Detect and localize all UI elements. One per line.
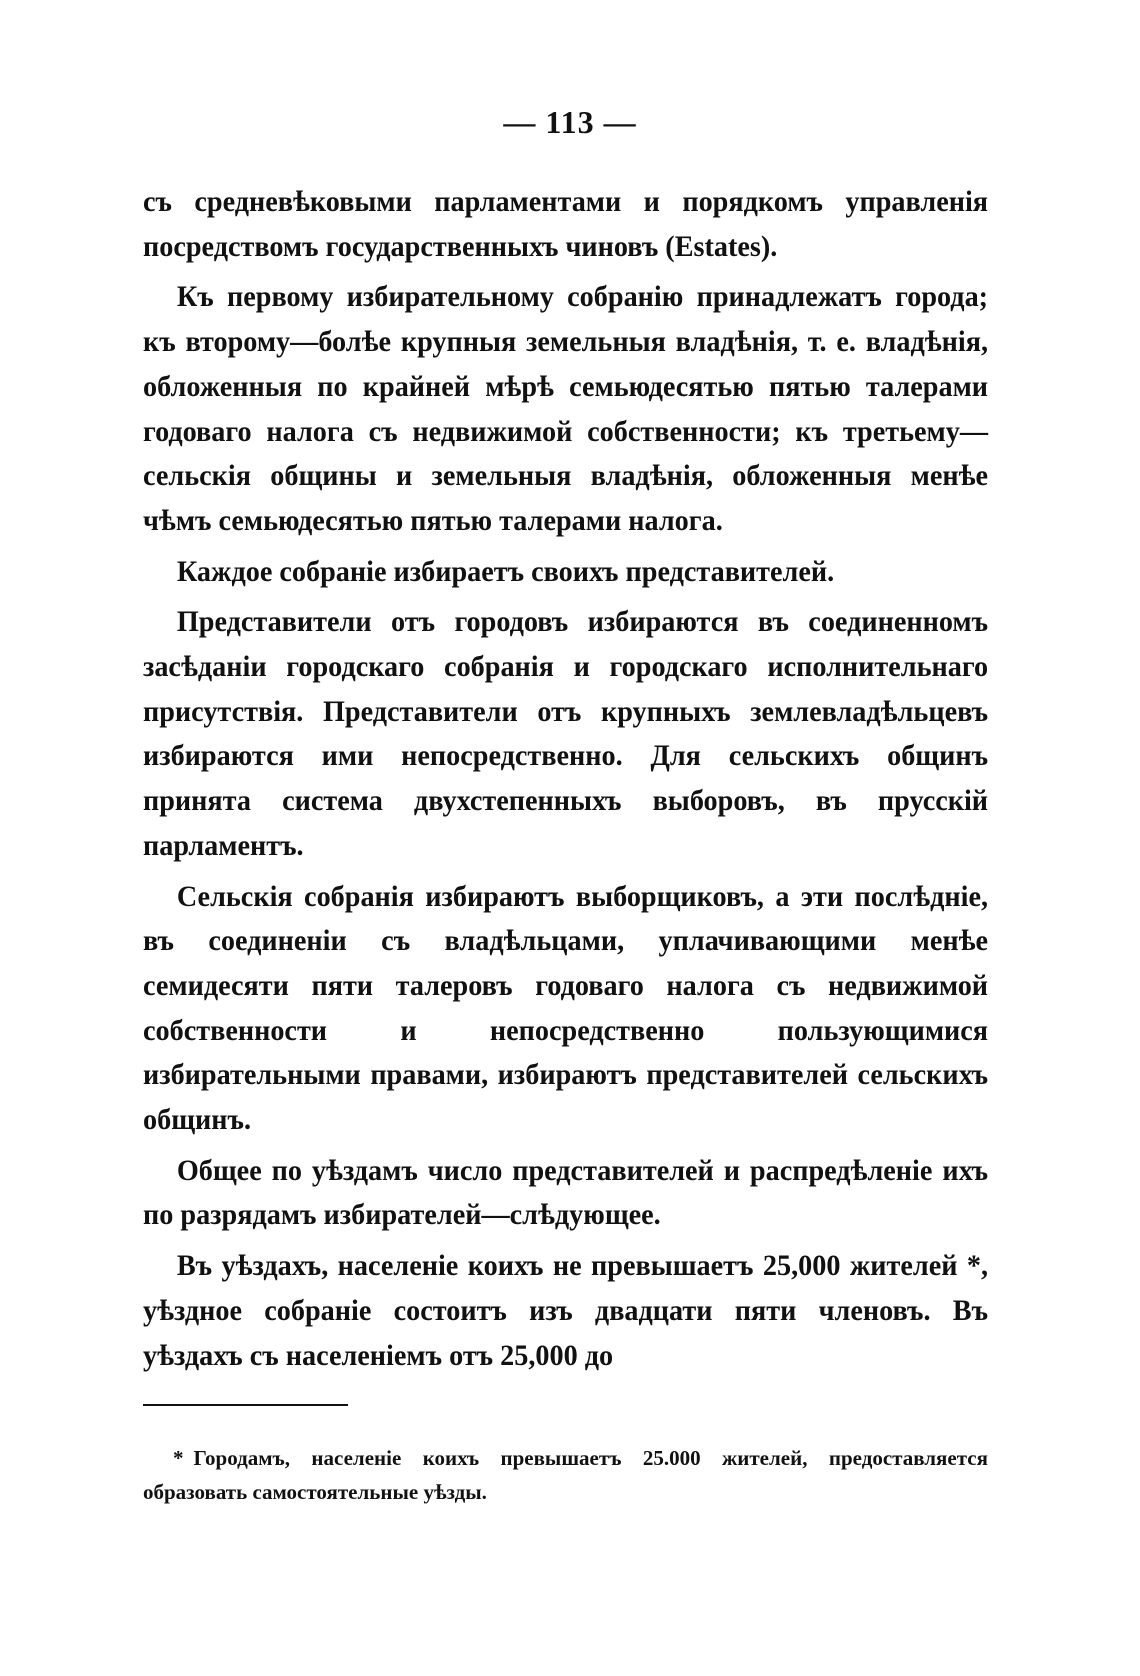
page-number: — 113 — <box>503 104 637 140</box>
footnote-text: Городамъ, населеніе коихъ превышаетъ 25.000 жителей, предоставляется образовать самостоятельные уѣзды. <box>143 1446 988 1504</box>
paragraph-representatives: Представители отъ городовъ избираются въ соединенномъ засѣданіи городскаго собранія и городскаго исполнительнаго присутствія. Представители отъ крупныхъ землевладѣльцевъ избираются ими непосредственно. Для сельскихъ общинъ принята система двухстепенныхъ выборовъ, въ прусскій парламентъ. <box>143 605 989 862</box>
footnote <box>143 1441 988 1509</box>
paragraph-rural-assemblies: Сельскія собранія избираютъ выборщиковъ, а эти послѣдніе, въ соединеніи съ владѣльцами, уплачивающими менѣе семидесяти пяти талеровъ годоваго налога съ недвижимой собственности и непосредственно пользующимися избирательными правами, избираютъ представителей сельскихъ общинъ. <box>143 879 989 1137</box>
paragraph-districts: Въ уѣздахъ, населеніе коихъ не превышаетъ 25,000 жителей *, уѣздное собраніе состоитъ изъ двадцати пяти членовъ. Въ уѣздахъ съ населеніемъ отъ 25,000 до <box>143 1249 989 1372</box>
paragraph-each-assembly: Каждое собраніе избираетъ своихъ представителей. <box>176 554 835 588</box>
paragraph-continuation: съ средневѣковыми парламентами и порядкомъ управленія посредствомъ государственныхъ чиновъ (Estates). <box>143 185 989 263</box>
footnote-marker: * <box>173 1446 184 1470</box>
footnote-divider <box>143 1404 348 1406</box>
main-text <box>143 180 988 1378</box>
paragraph-assemblies: Къ первому избирательному собранію принадлежатъ города; къ второму—болѣе крупныя земельныя владѣнія, т. е. владѣнія, обложенныя по крайней мѣрѣ семьюдесятью пятью талерами годоваго налога съ недвижимой собственности; къ третьему—сельскія общины и земельныя владѣнія, обложенныя менѣе чѣмъ семьюдесятью пятью талерами налога. <box>143 280 989 537</box>
paragraph-distribution: Общее по уѣздамъ число представителей и распредѣленіе ихъ по разрядамъ избирателей—слѣдующее. <box>143 1153 989 1232</box>
